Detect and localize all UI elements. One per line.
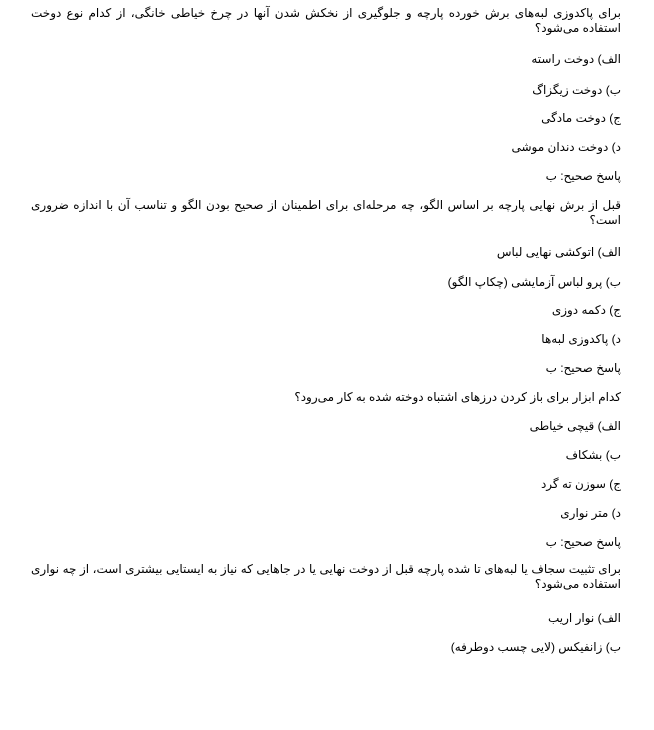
question-1-option-c: ج) دوخت مادگی	[541, 111, 621, 125]
question-3-option-d: د) متر نواری	[560, 506, 621, 520]
question-1-option-a: الف) دوخت راسته	[531, 52, 621, 66]
question-2-option-d: د) پاکدوزی لبه‌ها	[541, 332, 621, 346]
question-4-text: برای تثبیت سجاف یا لبه‌های تا شده پارچه قبل از دوخت نهایی یا در جاهایی که نیاز به ایستایی بیشتری است، از چه نواری استفاده می‌شود؟	[31, 562, 621, 591]
question-3-text: کدام ابزار برای باز کردن درزهای اشتباه دوخته شده به کار می‌رود؟	[294, 390, 621, 404]
question-3-option-c: ج) سوزن ته گرد	[540, 477, 621, 491]
question-1-option-d: د) دوخت دندان موشی	[511, 140, 621, 154]
question-2-option-c: ج) دکمه دوزی	[551, 303, 621, 317]
question-2-option-a: الف) اتوکشی نهایی لباس	[496, 245, 621, 259]
question-3-option-a: الف) قیچی خیاطی	[529, 419, 621, 433]
question-2-option-b: ب) پرو لباس آزمایشی (چکاپ الگو)	[447, 275, 621, 289]
question-1-option-b: ب) دوخت زیگزاگ	[532, 83, 621, 97]
question-2-answer: پاسخ صحیح: ب	[545, 361, 621, 375]
question-1-answer: پاسخ صحیح: ب	[545, 169, 621, 183]
question-4-option-b: ب) زانفیکس (لایی چسب دوطرفه)	[450, 640, 621, 654]
question-2-text: قبل از برش نهایی پارچه بر اساس الگو، چه مرحله‌ای برای اطمینان از صحیح بودن الگو و تناسب آن با اندازه ضروری است؟	[31, 198, 621, 227]
question-3-option-b: ب) بشکاف	[565, 448, 621, 462]
question-1-text: برای پاکدوزی لبه‌های برش خورده پارچه و جلوگیری از نخکش شدن آنها در چرخ خیاطی خانگی، از کدام نوع دوخت استفاده می‌شود؟	[31, 6, 621, 35]
question-3-answer: پاسخ صحیح: ب	[545, 535, 621, 549]
question-4-option-a: الف) نوار اریب	[548, 611, 621, 625]
